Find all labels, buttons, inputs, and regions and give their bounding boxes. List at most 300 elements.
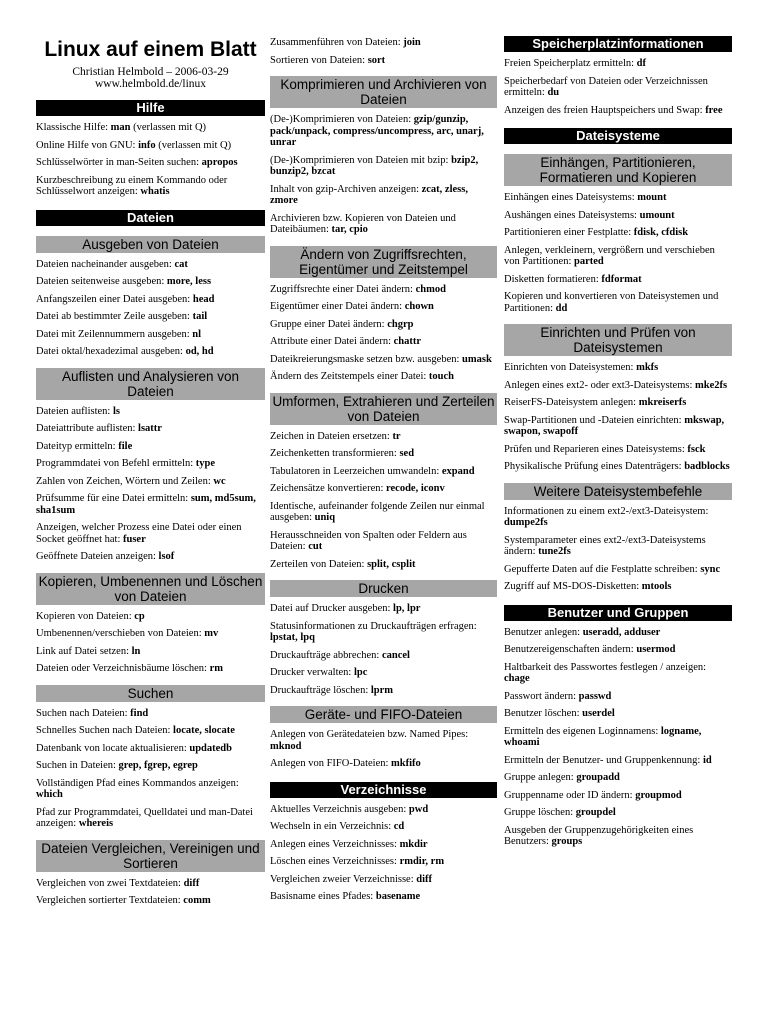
entry-description: Zugriffsrechte einer Datei ändern: xyxy=(270,283,416,295)
command-entry xyxy=(504,535,732,558)
command-name: locate, slocate xyxy=(173,725,235,736)
command-name: diff xyxy=(183,877,200,889)
command-name: du xyxy=(547,87,560,98)
section-heading-ausgeben-von-dateien: Ausgeben von Dateien xyxy=(36,236,265,253)
command-name: which xyxy=(36,789,63,800)
command-entry xyxy=(36,628,265,640)
entry-description: Datei auf Drucker ausgeben: xyxy=(270,603,394,614)
entry-description: Gruppe anlegen: xyxy=(504,772,577,783)
command-entry xyxy=(504,691,732,703)
command-entry xyxy=(270,284,497,296)
command-name: updatedb xyxy=(189,742,232,754)
command-name: gzip/gunzip, pack/unpack, compress/uncompress, arc, unarj, unrar xyxy=(270,114,484,148)
command-entry xyxy=(270,603,497,615)
entry-description: Ändern des Zeitstempels einer Datei: xyxy=(270,371,429,382)
entry-description: Einhängen eines Dateisystems: xyxy=(504,192,638,203)
command-entry xyxy=(36,878,265,890)
command-entry xyxy=(270,448,497,460)
entry-description: Archivieren bzw. Kopieren von Dateien und Dateibäumen: xyxy=(270,212,456,235)
command-entry xyxy=(36,725,265,737)
command-entry xyxy=(36,175,265,198)
command-entry xyxy=(36,551,265,563)
entry-description: Dateien auflisten: xyxy=(36,405,113,417)
section-heading-dateien: Dateien xyxy=(36,210,265,226)
command-entry xyxy=(270,336,497,348)
entry-description: Dateien oder Verzeichnisbäume löschen: xyxy=(36,663,210,674)
entry-description: Anlegen, verkleinern, vergrößern und verschieben von Partitionen: xyxy=(504,244,715,267)
entry-description: Datenbank von locate aktualisieren: xyxy=(36,742,190,754)
command-entry xyxy=(270,839,497,851)
command-entry xyxy=(270,55,497,67)
entry-description: ReiserFS-Dateisystem anlegen: xyxy=(504,397,639,408)
entry-description: Aushängen eines Dateisystems: xyxy=(504,209,640,221)
command-name: man xyxy=(110,122,131,133)
section-heading-weitere-dateisystembefehle: Weitere Dateisystembefehle xyxy=(504,483,732,500)
command-entry xyxy=(36,140,265,152)
entry-description: Drucker verwalten: xyxy=(270,667,354,678)
entry-description: (De-)Komprimieren von Dateien: xyxy=(270,114,414,125)
column-left xyxy=(36,0,265,907)
entry-description: Umbenennen/verschieben von Dateien: xyxy=(36,628,205,639)
command-entry xyxy=(504,380,732,392)
command-name: comm xyxy=(183,895,211,906)
command-name: nl xyxy=(192,328,202,340)
command-entry xyxy=(36,423,265,435)
section-heading-speicherplatzinformationen: Speicherplatzinformationen xyxy=(504,36,732,52)
section-heading-verzeichnisse: Verzeichnisse xyxy=(270,782,497,798)
command-name: cancel xyxy=(381,649,410,661)
command-name: file xyxy=(118,440,133,452)
command-entry xyxy=(36,157,265,169)
entry-description: Identische, aufeinander folgende Zeilen nur einmal ausgeben: xyxy=(270,500,485,523)
command-entry xyxy=(270,501,497,524)
entry-description: Anzeigen des freien Hauptspeichers und Swap: xyxy=(504,104,706,116)
document-title: Linux auf einem Blatt xyxy=(44,38,257,61)
entry-description: Dateityp ermitteln: xyxy=(36,440,119,452)
command-entry xyxy=(36,122,265,134)
command-entry xyxy=(36,522,265,545)
command-entry xyxy=(36,476,265,488)
command-name: badblocks xyxy=(684,461,730,472)
command-entry xyxy=(270,856,497,868)
entry-description: Online Hilfe von GNU: xyxy=(36,139,139,151)
section-heading-dateisysteme: Dateisysteme xyxy=(504,128,732,144)
entry-description: Dateien nacheinander ausgeben: xyxy=(36,258,175,270)
entry-description: Anlegen von Gerätedateien bzw. Named Pipes: xyxy=(270,729,469,740)
section-heading-einhaengen-partitionieren-formatieren-und-kopieren: Einhängen, Partitionieren, Formatieren und Kopieren xyxy=(504,154,732,186)
entry-description: Physikalische Prüfung eines Datenträgers: xyxy=(504,461,685,472)
command-entry xyxy=(36,743,265,755)
command-entry xyxy=(270,184,497,207)
command-entry xyxy=(36,807,265,830)
command-entry xyxy=(36,441,265,453)
command-name: mknod xyxy=(270,740,302,752)
command-entry xyxy=(504,76,732,99)
entry-description: Anzeigen, welcher Prozess eine Datei oder einen Socket geöffnet hat: xyxy=(36,522,242,545)
entry-description: Zerteilen von Dateien: xyxy=(270,558,368,570)
command-entry xyxy=(36,406,265,418)
command-name: cp xyxy=(134,610,145,622)
command-entry xyxy=(36,611,265,623)
command-entry xyxy=(504,58,732,70)
entry-description: Druckaufträge abbrechen: xyxy=(270,649,382,661)
command-entry xyxy=(36,760,265,772)
command-name: bzip2, bunzip2, bzcat xyxy=(270,154,479,177)
command-name: chage xyxy=(504,673,530,684)
entry-description: Speicherbedarf von Dateien oder Verzeichnissen ermitteln: xyxy=(504,75,708,98)
command-name: useradd, adduser xyxy=(582,626,661,638)
command-entry xyxy=(504,210,732,222)
entry-description: Vollständigen Pfad eines Kommandos anzeigen: xyxy=(36,777,239,789)
command-name: chgrp xyxy=(387,318,414,330)
entry-description: Vergleichen von zwei Textdateien: xyxy=(36,877,184,889)
command-name: groupadd xyxy=(576,772,620,783)
entry-description: Gruppe löschen: xyxy=(504,807,576,818)
column-middle xyxy=(270,0,497,903)
entry-description: Passwort ändern: xyxy=(504,690,579,702)
command-name: apropos xyxy=(201,157,238,168)
command-entry xyxy=(36,458,265,470)
command-name: ls xyxy=(112,405,120,417)
entry-description: Haltbarkeit des Passwortes festlegen / anzeigen: xyxy=(504,661,707,673)
entry-description: Statusinformationen zu Druckaufträgen erfragen: xyxy=(270,620,477,632)
command-entry xyxy=(270,559,497,571)
command-entry xyxy=(504,790,732,802)
entry-description: Suchen in Dateien: xyxy=(36,760,119,771)
entry-description: Benutzer anlegen: xyxy=(504,626,583,638)
entry-description: Partitionieren einer Festplatte: xyxy=(504,227,634,238)
command-entry xyxy=(504,708,732,720)
entry-description: Eigentümer einer Datei ändern: xyxy=(270,301,405,312)
section-heading-kopieren-umbenennen-und-loeschen-von-dateien: Kopieren, Umbenennen und Löschen von Dateien xyxy=(36,573,265,605)
command-name: umask xyxy=(462,353,492,365)
command-entry xyxy=(504,245,732,268)
entry-description: Zeichensätze konvertieren: xyxy=(270,483,387,494)
entry-description: Informationen zu einem ext2-/ext3-Dateisystem: xyxy=(504,505,709,517)
command-entry xyxy=(270,804,497,816)
command-entry xyxy=(270,874,497,886)
section-heading-dateien-vergleichen-vereinigen-und-sortieren: Dateien Vergleichen, Vereinigen und Sortieren xyxy=(36,840,265,872)
entry-description: Prüfsumme für eine Datei ermitteln: xyxy=(36,493,191,504)
command-entry xyxy=(270,319,497,331)
command-name: sed xyxy=(399,448,415,459)
command-name: sort xyxy=(367,54,386,66)
entry-description: Benutzer löschen: xyxy=(504,708,583,719)
command-name: mkfifo xyxy=(391,758,421,769)
command-name: mkdir xyxy=(399,838,428,850)
command-name: recode, iconv xyxy=(386,483,445,494)
entry-description: Zugriff auf MS-DOS-Disketten: xyxy=(504,581,642,592)
entry-description: Tabulatoren in Leerzeichen umwandeln: xyxy=(270,465,442,477)
entry-description: Zeichen in Dateien ersetzen: xyxy=(270,430,393,442)
command-entry xyxy=(270,650,497,662)
entry-description: Basisname eines Pfades: xyxy=(270,891,376,902)
command-entry xyxy=(36,778,265,801)
command-entry xyxy=(504,726,732,749)
command-name: cat xyxy=(174,258,188,270)
command-name: logname, whoami xyxy=(504,725,702,748)
command-entry xyxy=(36,663,265,675)
entry-description: Schlüsselwörter in man-Seiten suchen: xyxy=(36,157,202,168)
command-name: groupmod xyxy=(635,789,682,801)
section-heading-einrichten-und-pruefen-von-dateisystemen: Einrichten und Prüfen von Dateisystemen xyxy=(504,324,732,356)
entry-description: Wechseln in ein Verzeichnis: xyxy=(270,821,394,832)
command-name: sync xyxy=(700,563,721,575)
command-name: df xyxy=(636,58,647,69)
command-entry xyxy=(36,895,265,907)
command-entry xyxy=(270,621,497,644)
command-name: groups xyxy=(551,836,583,847)
entry-description: Kurzbeschreibung zu einem Kommando oder Schlüsselwort anzeigen: xyxy=(36,174,228,197)
entry-description: Sortieren von Dateien: xyxy=(270,54,368,66)
entry-description: Geöffnete Dateien anzeigen: xyxy=(36,551,159,562)
command-entry xyxy=(36,311,265,323)
command-name: cut xyxy=(308,541,323,552)
command-name: free xyxy=(705,104,723,116)
command-name: mkreiserfs xyxy=(638,397,687,408)
command-entry xyxy=(504,444,732,456)
command-name: wc xyxy=(213,475,226,487)
command-name: ln xyxy=(131,645,141,657)
command-name: join xyxy=(403,37,421,48)
entry-description: Link auf Datei setzen: xyxy=(36,645,132,657)
command-name: fsck xyxy=(687,443,706,455)
command-entry xyxy=(504,662,732,685)
entry-note: (verlassen mit Q) xyxy=(155,139,232,151)
command-entry xyxy=(504,192,732,204)
section-heading-aendern-von-zugriffsrechten-eigentuemer-und-zeitstempel: Ändern von Zugriffsrechten, Eigentümer und Zeitstempel xyxy=(270,246,497,278)
entry-description: Gruppenname oder ID ändern: xyxy=(504,789,636,801)
command-entry xyxy=(504,227,732,239)
command-name: lpstat, lpq xyxy=(270,632,315,643)
command-name: touch xyxy=(428,371,454,382)
entry-description: Löschen eines Verzeichnisses: xyxy=(270,856,400,867)
command-entry xyxy=(270,667,497,679)
command-name: dumpe2fs xyxy=(504,517,548,528)
command-name: rmdir, rm xyxy=(399,856,445,867)
command-entry xyxy=(36,708,265,720)
command-name: chown xyxy=(404,301,434,312)
command-name: find xyxy=(130,707,149,719)
entry-description: Vergleichen sortierter Textdateien: xyxy=(36,895,184,906)
column-right xyxy=(504,0,732,848)
entry-description: Datei mit Zeilennummern ausgeben: xyxy=(36,328,193,340)
entry-description: Programmdatei von Befehl ermitteln: xyxy=(36,458,196,469)
command-name: diff xyxy=(416,873,433,885)
command-entry xyxy=(270,483,497,495)
entry-description: Einrichten von Dateisystemen: xyxy=(504,362,637,373)
command-name: lprm xyxy=(370,684,394,696)
command-name: tune2fs xyxy=(538,546,571,557)
command-entry xyxy=(270,354,497,366)
entry-description: Druckaufträge löschen: xyxy=(270,684,371,696)
entry-description: Kopieren und konvertieren von Dateisystemen und Partitionen: xyxy=(504,291,719,314)
command-entry xyxy=(270,729,497,752)
command-name: info xyxy=(138,139,156,151)
command-entry xyxy=(36,259,265,271)
command-name: head xyxy=(192,293,215,305)
command-name: fdisk, cfdisk xyxy=(633,227,689,238)
command-entry xyxy=(270,758,497,770)
command-name: mount xyxy=(637,192,667,203)
command-entry xyxy=(504,461,732,473)
command-name: id xyxy=(702,754,712,766)
entry-note: (verlassen mit Q) xyxy=(130,122,207,133)
command-name: tar, cpio xyxy=(331,224,368,235)
entry-description: Suchen nach Dateien: xyxy=(36,707,131,719)
command-entry xyxy=(36,294,265,306)
entry-description: Swap-Partitionen und -Dateien einrichten: xyxy=(504,414,685,426)
command-name: lp, lpr xyxy=(393,603,421,614)
command-entry xyxy=(36,646,265,658)
command-name: lsattr xyxy=(138,423,162,434)
command-name: grep, fgrep, egrep xyxy=(118,760,198,771)
command-name: parted xyxy=(574,256,604,267)
entry-description: Systemparameter eines ext2-/ext3-Dateisystems ändern: xyxy=(504,534,706,557)
command-entry xyxy=(504,291,732,314)
command-entry xyxy=(270,301,497,313)
command-name: mtools xyxy=(641,581,672,592)
section-heading-hilfe: Hilfe xyxy=(36,100,265,116)
command-name: mkfs xyxy=(636,362,659,373)
command-name: zcat, zless, zmore xyxy=(270,183,468,206)
command-entry xyxy=(36,329,265,341)
command-entry xyxy=(270,891,497,903)
section-heading-umformen-extrahieren-und-zerteilen-von-dateien: Umformen, Extrahieren und Zerteilen von Dateien xyxy=(270,393,497,425)
entry-description: Anlegen eines Verzeichnisses: xyxy=(270,838,400,850)
author-line: Christian Helmbold – 2006-03-29 xyxy=(72,66,229,78)
command-name: basename xyxy=(375,891,421,902)
command-entry xyxy=(504,581,732,593)
command-entry xyxy=(270,530,497,553)
command-entry xyxy=(270,685,497,697)
command-entry xyxy=(270,821,497,833)
command-entry xyxy=(504,397,732,409)
entry-description: Dateien seitenweise ausgeben: xyxy=(36,276,167,287)
section-heading-geraete-und-fifo-dateien: Geräte- und FIFO-Dateien xyxy=(270,706,497,723)
command-entry xyxy=(270,431,497,443)
entry-description: Dateikreierungsmaske setzen bzw. ausgeben: xyxy=(270,353,463,365)
command-name: tr xyxy=(392,430,401,442)
command-entry xyxy=(504,807,732,819)
command-name: whereis xyxy=(78,818,114,829)
entry-description: Anlegen von FIFO-Dateien: xyxy=(270,758,392,769)
command-name: mke2fs xyxy=(694,379,728,391)
command-entry xyxy=(504,772,732,784)
command-name: more, less xyxy=(166,276,212,287)
entry-description: Dateiattribute auflisten: xyxy=(36,423,139,434)
command-name: mv xyxy=(204,628,219,639)
command-name: uniq xyxy=(314,512,336,523)
command-entry xyxy=(504,105,732,117)
command-entry xyxy=(270,37,497,49)
command-entry xyxy=(270,371,497,383)
command-entry xyxy=(36,346,265,358)
entry-description: Inhalt von gzip-Archiven anzeigen: xyxy=(270,183,422,195)
command-name: dd xyxy=(555,302,568,314)
command-name: type xyxy=(195,458,216,469)
command-name: umount xyxy=(639,209,675,221)
entry-description: Benutzereigenschaften ändern: xyxy=(504,644,637,655)
section-heading-drucken: Drucken xyxy=(270,580,497,597)
entry-description: Pfad zur Programmdatei, Quelldatei und man-Datei anzeigen: xyxy=(36,806,253,829)
command-name: passwd xyxy=(578,690,612,702)
command-name: whatis xyxy=(140,186,170,197)
command-name: userdel xyxy=(582,708,615,719)
entry-description: Datei oktal/hexadezimal ausgeben: xyxy=(36,346,186,357)
command-name: lsof xyxy=(158,551,175,562)
entry-description: Anfangszeilen einer Datei ausgeben: xyxy=(36,293,193,305)
command-entry xyxy=(270,114,497,149)
entry-description: Kopieren von Dateien: xyxy=(36,610,135,622)
command-name: mkswap, swapon, swapoff xyxy=(504,414,725,437)
entry-description: Ausgeben der Gruppenzugehörigkeiten eines Benutzers: xyxy=(504,824,694,847)
command-entry xyxy=(36,276,265,288)
entry-description: Vergleichen zweier Verzeichnisse: xyxy=(270,873,417,885)
entry-description: Attribute einer Datei ändern: xyxy=(270,336,394,347)
command-entry xyxy=(504,274,732,286)
entry-description: (De-)Komprimieren von Dateien mit bzip: xyxy=(270,154,452,166)
entry-description: Disketten formatieren: xyxy=(504,273,602,285)
entry-description: Zahlen von Zeichen, Wörtern und Zeilen: xyxy=(36,475,214,487)
command-entry xyxy=(504,415,732,438)
entry-description: Ermitteln der Benutzer- und Gruppenkennung: xyxy=(504,754,703,766)
entry-description: Gruppe einer Datei ändern: xyxy=(270,318,388,330)
entry-description: Schnelles Suchen nach Dateien: xyxy=(36,725,174,736)
command-name: rm xyxy=(209,663,223,674)
command-name: chmod xyxy=(415,283,446,295)
entry-description: Herausschneiden von Spalten oder Feldern aus Dateien: xyxy=(270,529,467,552)
command-name: chattr xyxy=(393,336,422,347)
command-name: pwd xyxy=(408,803,429,815)
entry-description: Anlegen eines ext2- oder ext3-Dateisystems: xyxy=(504,379,695,391)
command-entry xyxy=(270,213,497,236)
command-name: fuser xyxy=(123,533,146,545)
command-entry xyxy=(504,755,732,767)
section-heading-auflisten-und-analysieren-von-dateien: Auflisten und Analysieren von Dateien xyxy=(36,368,265,400)
command-name: expand xyxy=(441,465,475,477)
command-name: groupdel xyxy=(575,807,616,818)
entry-description: Zeichenketten transformieren: xyxy=(270,448,400,459)
command-name: lpc xyxy=(353,667,368,678)
command-entry xyxy=(270,466,497,478)
command-entry xyxy=(504,362,732,374)
command-name: od, hd xyxy=(185,346,214,357)
command-entry xyxy=(36,493,265,516)
entry-description: Zusammenführen von Dateien: xyxy=(270,37,404,48)
command-entry xyxy=(504,627,732,639)
entry-description: Aktuelles Verzeichnis ausgeben: xyxy=(270,803,409,815)
command-entry xyxy=(504,644,732,656)
command-name: split, csplit xyxy=(367,558,416,570)
entry-description: Ermitteln des eigenen Loginnamens: xyxy=(504,725,661,737)
command-name: tail xyxy=(192,311,208,322)
section-heading-suchen: Suchen xyxy=(36,685,265,702)
entry-description: Datei ab bestimmter Zeile ausgeben: xyxy=(36,311,193,322)
command-entry xyxy=(504,825,732,848)
command-name: usermod xyxy=(636,644,676,655)
entry-description: Gepufferte Daten auf die Festplatte schreiben: xyxy=(504,563,701,575)
entry-description: Klassische Hilfe: xyxy=(36,122,111,133)
command-name: cd xyxy=(393,821,405,832)
website-url: www.helmbold.de/linux xyxy=(94,78,207,90)
section-heading-benutzer-und-gruppen: Benutzer und Gruppen xyxy=(504,605,732,621)
entry-description: Freien Speicherplatz ermitteln: xyxy=(504,58,637,69)
command-entry xyxy=(270,155,497,178)
command-name: sum, md5sum, sha1sum xyxy=(36,493,256,516)
section-heading-komprimieren-und-archivieren-von-dateien: Komprimieren und Archivieren von Dateien xyxy=(270,76,497,108)
command-name: fdformat xyxy=(601,273,642,285)
